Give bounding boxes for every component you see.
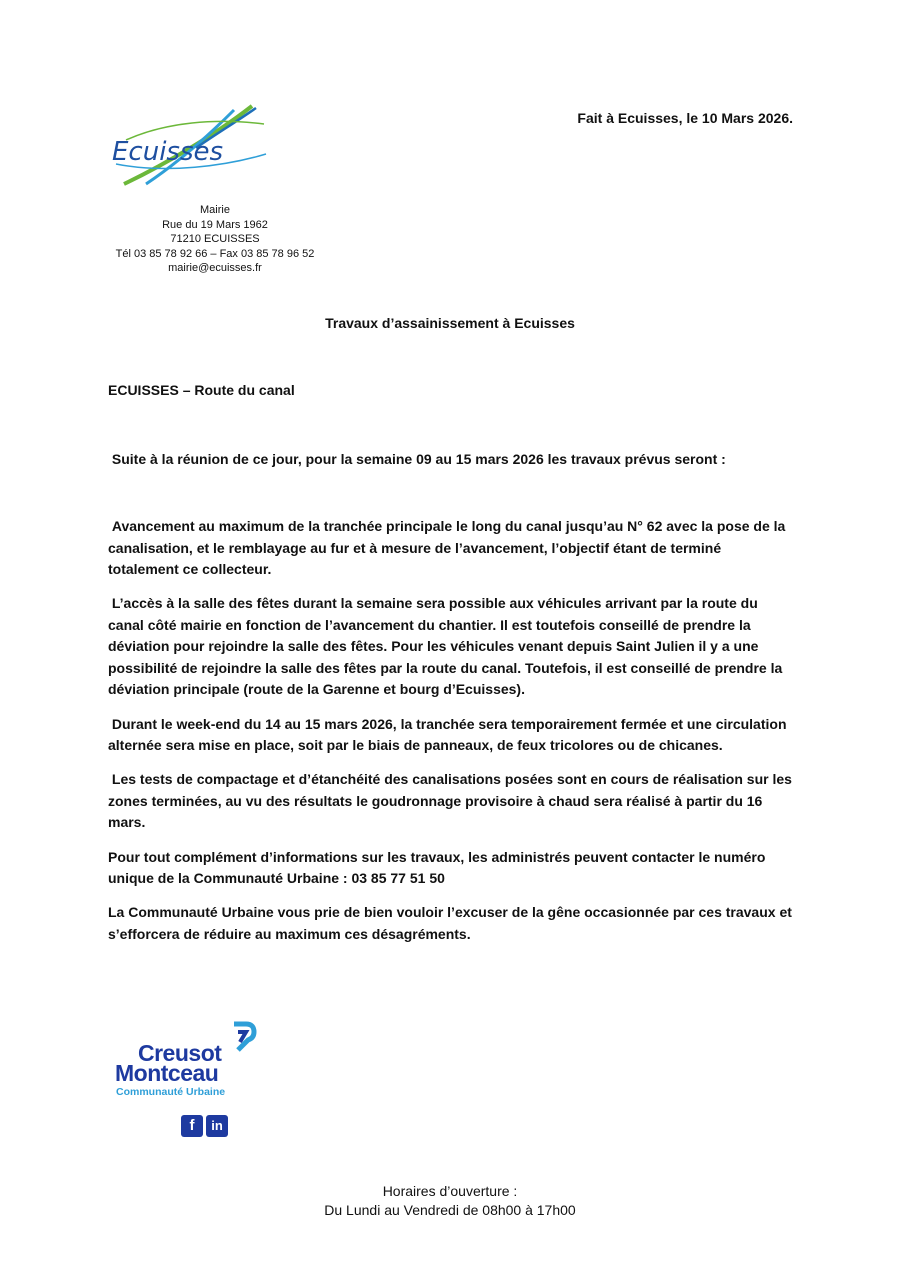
ecuisses-logo: [106, 104, 272, 186]
mairie-phone-fax: Tél 03 85 78 92 66 – Fax 03 85 78 96 52: [115, 247, 315, 260]
mairie-name: Mairie: [200, 204, 230, 216]
mairie-address-block: [110, 203, 320, 276]
hours-label: Horaires d’ouverture :: [382, 1183, 518, 1199]
intro-line: Suite à la réunion de ce jour, pour la semaine 09 au 15 mars 2026 les travaux prévus seront :: [108, 451, 726, 467]
ecuisses-logo-text: Ecuisses: [112, 137, 224, 167]
paragraph: Les tests de compactage et d’étanchéité des canalisations posées sont en cours de réalisation sur les zones terminées, au vu des résultats le goudronnage provisoire à chaud sera réalisé à partir du 16 mars.: [108, 771, 796, 831]
facebook-icon[interactable]: f: [181, 1115, 203, 1137]
creusot-montceau-logo: [114, 1020, 262, 1102]
opening-hours: [0, 1182, 900, 1220]
date-line: Fait à Ecuisses, le 10 Mars 2026.: [577, 110, 793, 126]
paragraph: Pour tout complément d’informations sur les travaux, les administrés peuvent contacter le numéro unique de la Communauté Urbaine : 03 85 77 51 50: [108, 848, 770, 887]
document-title: Travaux d’assainissement à Ecuisses: [325, 315, 575, 331]
body-text: [108, 516, 794, 958]
social-links: [181, 1115, 229, 1137]
paragraph: Durant le week-end du 14 au 15 mars 2026, la tranchée sera temporairement fermée et une circulation alternée sera mise en place, soit par le biais de panneaux, de feux tricolores ou de chicanes.: [108, 715, 791, 754]
linkedin-icon[interactable]: in: [206, 1115, 228, 1137]
ccm-word-creusot: Creusot: [138, 1040, 222, 1066]
location-heading: ECUISSES – Route du canal: [108, 382, 295, 398]
paragraph: L’accès à la salle des fêtes durant la semaine sera possible aux véhicules arrivant par la route du canal côté mairie en fonction de l’avancement du chantier. Il est toutefois conseillé de prendre la déviation pour rejoindre la salle des fêtes. Pour les véhicules venant depuis Saint Julien il y a une possibilité de rejoindre la salle des fêtes par la route du canal. Toutefois, il est conseillé de prendre la déviation principale (route de la Garenne et bourg d’Ecuisses).: [108, 595, 787, 698]
mairie-email[interactable]: mairie@ecuisses.fr: [168, 262, 262, 275]
hours-value: Du Lundi au Vendredi de 08h00 à 17h00: [324, 1202, 576, 1218]
mairie-city: 71210 ECUISSES: [170, 233, 260, 246]
paragraph: Avancement au maximum de la tranchée principale le long du canal jusqu’au N° 62 avec la pose de la canalisation, et le remblayage au fur et à mesure de l’avancement, l’objectif étant de terminé totalement ce collecteur.: [108, 518, 790, 577]
ccm-subtitle: Communauté Urbaine: [116, 1086, 226, 1098]
ccm-emblem-icon: [228, 1020, 258, 1052]
mairie-street: Rue du 19 Mars 1962: [162, 218, 268, 231]
paragraph: La Communauté Urbaine vous prie de bien vouloir l’excuser de la gêne occasionnée par ces travaux et s’efforcera de réduire au maximum ces désagréments.: [108, 904, 796, 942]
ccm-word-montceau: Montceau: [115, 1060, 219, 1086]
